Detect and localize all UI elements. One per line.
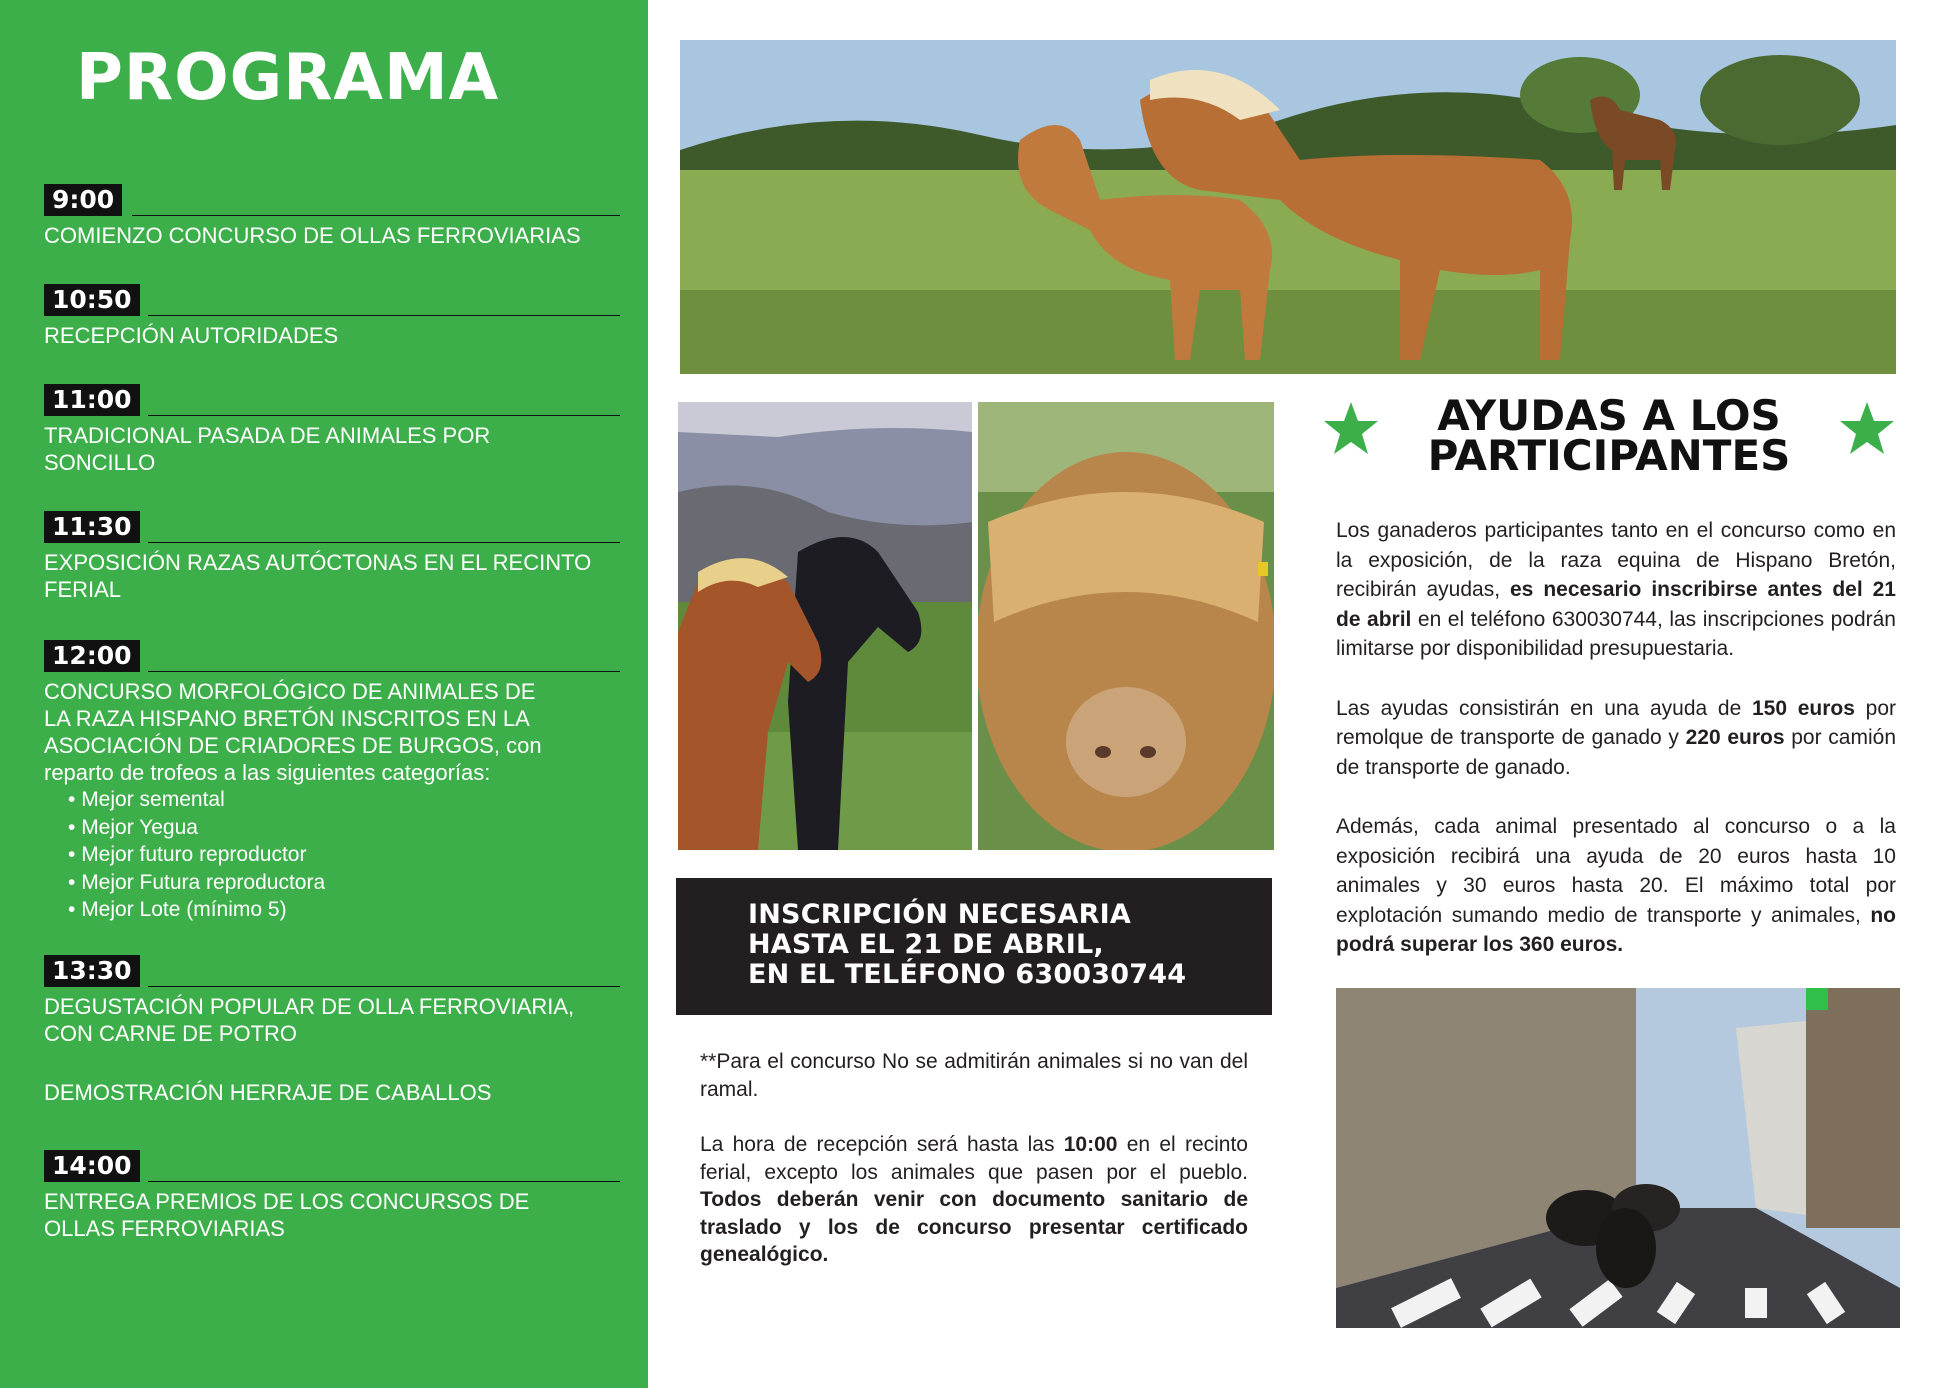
two-horses-photo	[678, 402, 972, 850]
event-text: CONCURSO MORFOLÓGICO DE ANIMALES DE LA RAZA HISPANO BRETÓN INSCRITOS EN LA ASOCIACIÓN DE CRIADORES DE BURGOS, con reparto de trofeos a las siguientes categorías:	[44, 679, 542, 785]
program-panel	[0, 0, 648, 1388]
divider	[132, 215, 620, 216]
list-item: • Mejor Lote (mínimo 5)	[68, 896, 620, 924]
time-badge: 11:00	[44, 384, 140, 416]
event-text: RECEPCIÓN AUTORIDADES	[44, 323, 339, 348]
banner-line: HASTA EL 21 DE ABRIL,	[748, 929, 1104, 960]
schedule-item	[44, 640, 620, 924]
time-badge: 10:50	[44, 284, 140, 316]
list-item: • Mejor futuro reproductor	[68, 841, 620, 869]
banner-line: INSCRIPCIÓN NECESARIA	[748, 899, 1131, 930]
list-item: • Mejor semental	[68, 786, 620, 814]
time-badge: 13:30	[44, 955, 140, 987]
note-paragraph: La hora de recepción será hasta las 10:00 en el recinto ferial, excepto los animales que pasen por el pueblo. Todos deberán venir con documento sanitario de traslado y los de concurso presentar certificado genealógico.	[700, 1133, 1248, 1266]
time-badge: 9:00	[44, 184, 122, 216]
divider	[148, 542, 620, 543]
star-icon	[1322, 400, 1380, 458]
event-text: DEMOSTRACIÓN HERRAJE DE CABALLOS	[44, 1080, 492, 1105]
schedule-item	[44, 184, 620, 249]
event-text: TRADICIONAL PASADA DE ANIMALES POR SONCILLO	[44, 423, 491, 475]
schedule-item	[44, 511, 620, 603]
aid-paragraph: Las ayudas consistirán en una ayuda de 150 euros por remolque de transporte de ganado y 220 euros por camión de transporte de ganado.	[1336, 696, 1897, 779]
event-text: EXPOSICIÓN RAZAS AUTÓCTONAS EN EL RECINTO FERIAL	[44, 550, 592, 602]
schedule-item	[44, 384, 620, 476]
event-text: DEGUSTACIÓN POPULAR DE OLLA FERROVIARIA, CON CARNE DE POTRO	[44, 994, 575, 1046]
divider	[148, 671, 620, 672]
aid-body	[1336, 516, 1896, 990]
event-text: ENTREGA PREMIOS DE LOS CONCURSOS DE OLLAS FERROVIARIAS	[44, 1189, 530, 1241]
banner-line: EN EL TELÉFONO 630030744	[748, 959, 1187, 990]
divider	[148, 1181, 620, 1182]
horses-meadow-photo	[680, 40, 1896, 374]
aid-title: AYUDAS A LOS PARTICIPANTES	[1427, 391, 1791, 480]
contest-note	[700, 1048, 1248, 1297]
registration-banner	[676, 878, 1272, 1015]
divider	[148, 315, 620, 316]
time-badge: 14:00	[44, 1150, 140, 1182]
time-badge: 12:00	[44, 640, 140, 672]
list-item: • Mejor Yegua	[68, 814, 620, 842]
cattle-street-photo	[1336, 988, 1900, 1328]
schedule-item	[44, 1150, 620, 1242]
star-icon	[1838, 400, 1896, 458]
note-paragraph: **Para el concurso No se admitirán animales si no van del ramal.	[700, 1050, 1248, 1101]
divider	[148, 986, 620, 987]
schedule-item	[44, 284, 620, 349]
highland-cow-photo	[978, 402, 1274, 850]
list-item: • Mejor Futura reproductora	[68, 869, 620, 897]
program-title: PROGRAMA	[76, 41, 500, 115]
aid-paragraph: Los ganaderos participantes tanto en el concurso como en la exposición, de la raza equina de Hispano Bretón, recibirán ayudas, es necesario inscribirse antes del 21 de abril en el teléfono 630030744, las inscripciones podrán limitarse por disponibilidad presupuestaria.	[1336, 519, 1896, 660]
divider	[148, 415, 620, 416]
schedule-item	[44, 955, 620, 1106]
time-badge: 11:30	[44, 511, 140, 543]
event-text: COMIENZO CONCURSO DE OLLAS FERROVIARIAS	[44, 223, 581, 248]
category-list	[44, 786, 620, 924]
aid-paragraph: Además, cada animal presentado al concurso o a la exposición recibirá una ayuda de 20 euros hasta 10 animales y 30 euros hasta 20. El máximo total por explotación sumando medio de transporte y animales, no podrá superar los 360 euros.	[1336, 815, 1896, 956]
